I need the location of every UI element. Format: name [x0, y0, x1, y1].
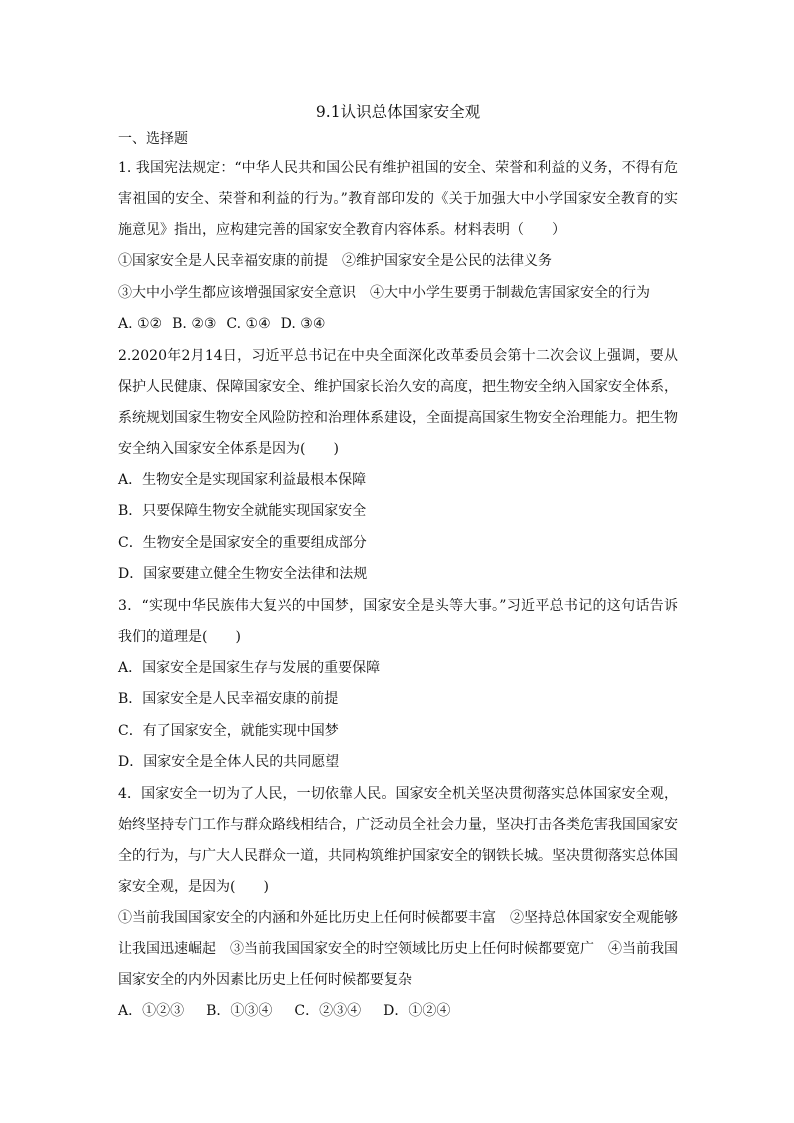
question-3-option-b[interactable]: B．国家安全是人民幸福安康的前提 — [118, 691, 339, 707]
question-4-statements: ①当前我国国家安全的内涵和外延比历史上任何时候都要丰富 ②坚持总体国家安全观能够让我国迅速崛起 ③当前我国国家安全的时空领域比历史上任何时候都要宽广 ④当前我国国家安全的内外因素比历史上任何时候都要复杂 — [118, 909, 678, 988]
question-4-option-b[interactable]: B．①③④ — [206, 1002, 273, 1019]
question-1-stem: 1. 我国宪法规定：“中华人民共和国公民有维护祖国的安全、荣誉和利益的义务，不得有危害祖国的安全、荣誉和利益的行为。”教育部印发的《关于加强大中小学国家安全教育的实施意见》指出，应构建完善的国家安全教育内容体系。材料表明（ ） — [118, 160, 678, 238]
question-1-option-a[interactable]: A. ①② — [118, 316, 163, 332]
document-title: 9.1认识总体国家安全观 — [315, 103, 481, 121]
question-3-option-c[interactable]: C．有了国家安全，就能实现中国梦 — [118, 722, 339, 739]
section-heading: 一、选择题 — [118, 131, 188, 147]
question-2-option-a[interactable]: A．生物安全是实现国家利益最根本保障 — [118, 471, 367, 488]
question-4 — [118, 779, 678, 1028]
question-4-option-a[interactable]: A．①②③ — [118, 1002, 185, 1019]
question-4-stem: 4．国家安全一切为了人民，一切依靠人民。国家安全机关坚决贯彻落实总体国家安全观，始终坚持专门工作与群众路线相结合，广泛动员全社会力量，坚决打击各类危害我国国家安全的行为，与广大人民群众一道，共同构筑维护国家安全的钢铁长城。坚决贯彻落实总体国家安全观，是因为( ) — [118, 785, 678, 895]
question-1-statement-line-1: ①国家安全是人民幸福安康的前提 ②维护国家安全是公民的法律义务 — [118, 253, 552, 269]
question-2-stem: 2.2020年2月14日，习近平总书记在中央全面深化改革委员会第十二次会议上强调，要从保护人民健康、保障国家安全、维护国家长治久安的高度，把生物安全纳入国家安全体系，系统规划国家生物安全风险防控和治理体系建设，全面提高国家生物安全治理能力。把生物安全纳入国家安全体系是因为( ) — [118, 347, 678, 457]
document-page — [118, 98, 678, 1027]
question-4-option-c[interactable]: C．②③④ — [294, 1002, 362, 1019]
question-1 — [118, 153, 678, 341]
question-3-stem: 3．“实现中华民族伟大复兴的中国梦，国家安全是头等大事。”习近平总书记的这句话告诉我们的道理是( ) — [118, 597, 678, 645]
question-4-option-d[interactable]: D．①②④ — [383, 1002, 451, 1019]
question-1-option-d[interactable]: D. ③④ — [280, 316, 326, 332]
question-2-option-d[interactable]: D．国家要建立健全生物安全法律和法规 — [118, 566, 368, 582]
question-3-option-d[interactable]: D．国家安全是全体人民的共同愿望 — [118, 754, 340, 770]
question-1-options — [118, 309, 678, 341]
question-1-option-c[interactable]: C. ①④ — [226, 316, 271, 332]
question-2 — [118, 341, 678, 591]
question-4-options — [118, 996, 678, 1028]
question-2-option-b[interactable]: B．只要保障生物安全就能实现国家安全 — [118, 503, 367, 519]
question-1-statement-line-2: ③大中小学生都应该增强国家安全意识 ④大中小学生要勇于制裁危害国家安全的行为 — [118, 284, 650, 301]
question-3-option-a[interactable]: A．国家安全是国家生存与发展的重要保障 — [118, 659, 381, 676]
question-3 — [118, 591, 678, 779]
question-1-option-b[interactable]: B. ②③ — [172, 316, 217, 332]
question-2-option-c[interactable]: C．生物安全是国家安全的重要组成部分 — [118, 534, 367, 551]
